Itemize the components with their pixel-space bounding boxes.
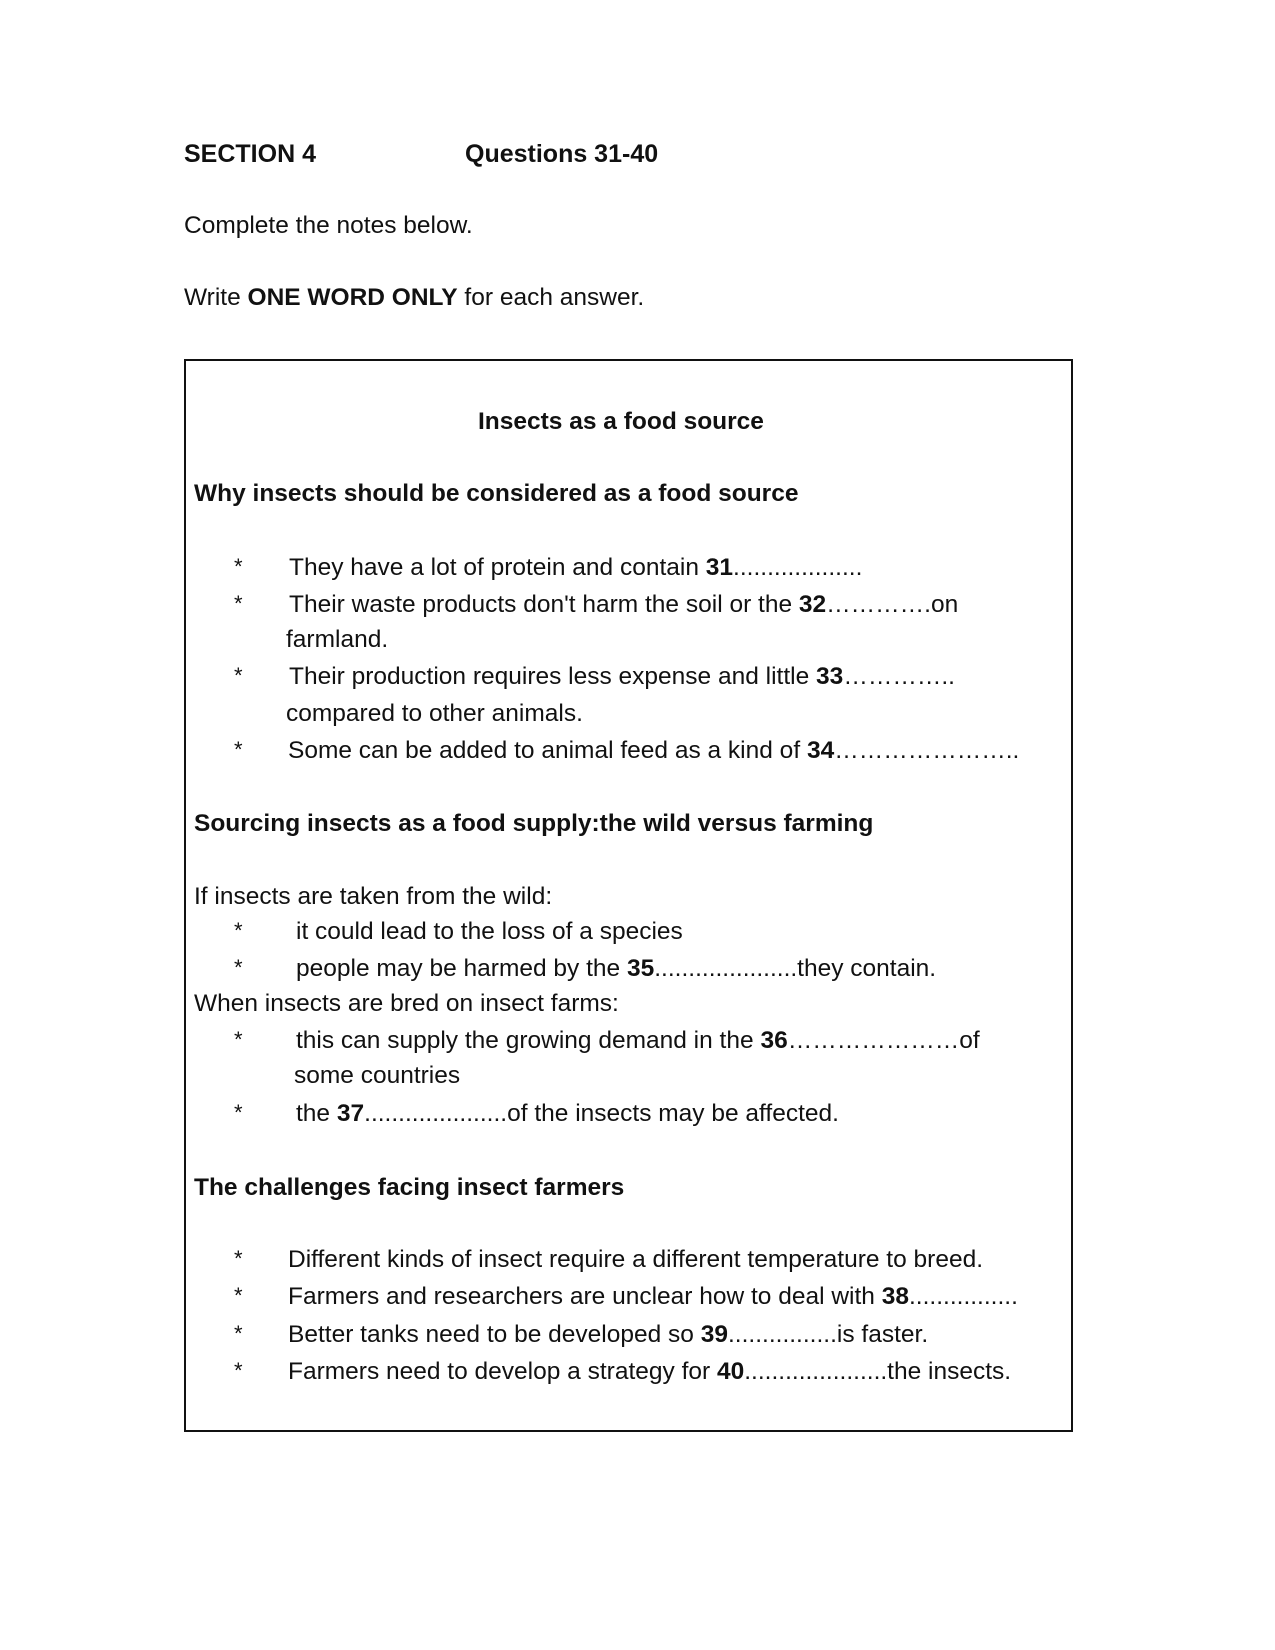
- bullet-star: *: [234, 918, 243, 943]
- question-number: 31: [705, 554, 734, 581]
- bullet-star: *: [234, 1246, 243, 1271]
- note-text: this can supply the growing demand in the: [296, 1027, 761, 1054]
- question-number: 32: [798, 591, 827, 618]
- instruction-text: Write: [184, 284, 248, 311]
- notes-title: Insects as a food source: [478, 408, 764, 435]
- question-number: 40: [716, 1358, 745, 1385]
- answer-blank: .....................of the insects may be affected.: [364, 1100, 839, 1127]
- bullet-star: *: [234, 1100, 243, 1125]
- question-number: 33: [816, 663, 844, 690]
- farm-intro: When insects are bred on insect farms:: [194, 990, 619, 1017]
- note-item-34: [288, 737, 1019, 765]
- answer-blank: …………………of: [787, 1027, 980, 1054]
- note-item-32: [289, 591, 958, 619]
- section-heading-challenges: The challenges facing insect farmers: [194, 1174, 625, 1201]
- questions-range: Questions 31-40: [465, 140, 659, 168]
- note-text: Their waste products don't harm the soil or the: [289, 591, 799, 618]
- instruction-line-2: [184, 284, 644, 312]
- note-item-33-cont: compared to other animals.: [286, 700, 583, 727]
- question-number: 36: [760, 1027, 788, 1054]
- bullet-star: *: [234, 554, 243, 579]
- bullet-star: *: [234, 591, 243, 616]
- wild-intro: If insects are taken from the wild:: [194, 883, 553, 910]
- note-item-40: [288, 1358, 1011, 1386]
- wild-item-1: [296, 918, 683, 946]
- note-text: Their production requires less expense and little: [289, 663, 817, 690]
- bullet-star: *: [234, 1027, 243, 1052]
- answer-blank: ………….on: [826, 591, 959, 618]
- note-text: Farmers and researchers are unclear how to deal with: [288, 1283, 882, 1310]
- note-text: Some can be added to animal feed as a kind of: [288, 737, 807, 764]
- answer-blank: .....................they contain.: [654, 955, 937, 982]
- note-item-36: [296, 1027, 980, 1055]
- instruction-line-1: Complete the notes below.: [184, 212, 473, 239]
- bullet-star: *: [234, 663, 243, 688]
- challenge-item-1: [288, 1246, 983, 1274]
- bullet-star: *: [234, 737, 243, 762]
- bullet-star: *: [234, 955, 243, 980]
- answer-blank: …………………..: [834, 737, 1020, 764]
- answer-blank: .....................the insects.: [744, 1358, 1012, 1385]
- bullet-star: *: [234, 1321, 243, 1346]
- answer-blank: ...................: [733, 554, 863, 581]
- note-text: Farmers need to develop a strategy for: [288, 1358, 717, 1385]
- note-text: people may be harmed by the: [296, 955, 627, 982]
- note-text: They have a lot of protein and contain: [289, 554, 706, 581]
- instruction-text: for each answer.: [457, 284, 645, 311]
- answer-blank: ................is faster.: [727, 1321, 929, 1348]
- note-item-35: [296, 955, 936, 983]
- question-number: 34: [806, 737, 835, 764]
- note-item-31: [289, 554, 862, 582]
- answer-blank: …………..: [843, 663, 955, 690]
- question-number: 37: [336, 1100, 365, 1127]
- note-text: Different kinds of insect require a different temperature to breed.: [288, 1246, 984, 1273]
- instruction-emphasis: ONE WORD ONLY: [247, 284, 458, 311]
- note-item-38: [288, 1283, 1018, 1311]
- note-item-36-cont: some countries: [294, 1062, 461, 1089]
- note-item-33: [289, 663, 955, 691]
- question-number: 35: [626, 955, 655, 982]
- section-heading-why: Why insects should be considered as a food source: [194, 480, 799, 507]
- note-item-32-cont: farmland.: [286, 626, 389, 653]
- answer-blank: ................: [908, 1283, 1018, 1310]
- question-number: 39: [700, 1321, 728, 1348]
- note-text: Better tanks need to be developed so: [288, 1321, 701, 1348]
- note-text: the: [296, 1100, 337, 1127]
- note-item-37: [296, 1100, 839, 1128]
- note-text: it could lead to the loss of a species: [296, 918, 683, 945]
- section-heading-sourcing: Sourcing insects as a food supply:the wild versus farming: [194, 810, 874, 837]
- question-number: 38: [881, 1283, 909, 1310]
- bullet-star: *: [234, 1283, 243, 1308]
- note-item-39: [288, 1321, 928, 1349]
- bullet-star: *: [234, 1358, 243, 1383]
- section-label: SECTION 4: [184, 140, 316, 168]
